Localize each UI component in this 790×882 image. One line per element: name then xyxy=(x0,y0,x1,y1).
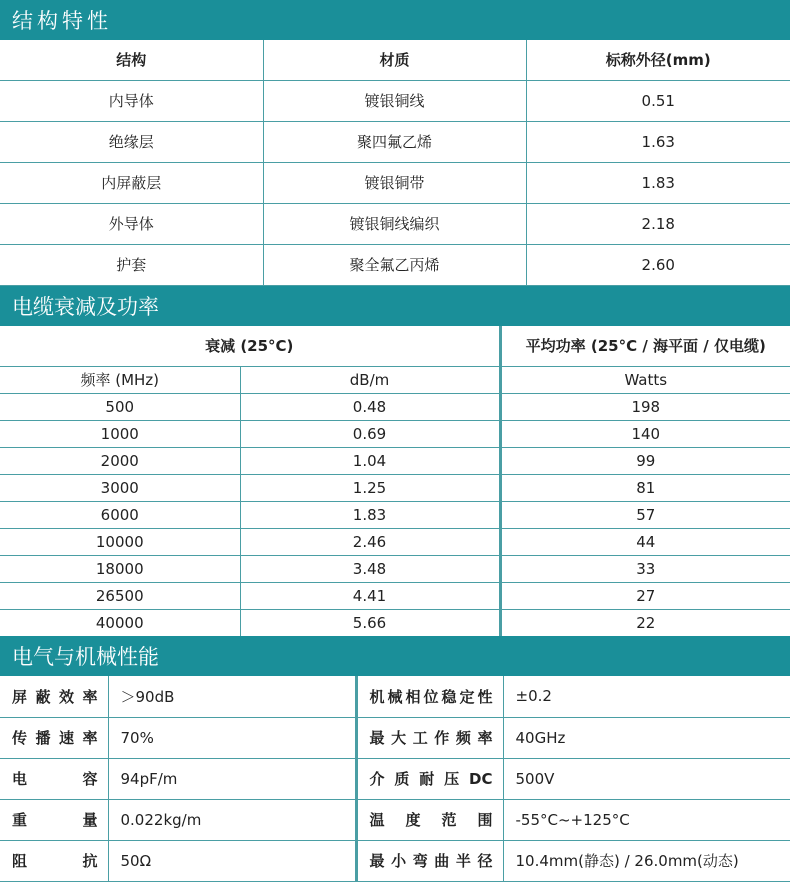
table-cell: 绝缘层 xyxy=(0,121,263,162)
table-cell: 500 xyxy=(0,393,240,420)
table-cell: 22 xyxy=(500,609,790,636)
column-header: 频率 (MHz) xyxy=(0,366,240,393)
table-row xyxy=(0,80,790,121)
column-header: dB/m xyxy=(240,366,500,393)
table-cell: 1.25 xyxy=(240,474,500,501)
property-value: ＞90dB xyxy=(108,676,356,717)
table-cell: 99 xyxy=(500,447,790,474)
section-title: 电缆衰减及功率 xyxy=(12,295,159,319)
table-cell: 镀银铜线编织 xyxy=(263,203,526,244)
table-cell: 26500 xyxy=(0,582,240,609)
property-value: 70% xyxy=(108,717,356,758)
table-cell: 0.69 xyxy=(240,420,500,447)
table-cell: 2.46 xyxy=(240,528,500,555)
property-label: 重量 xyxy=(0,799,108,840)
table-row xyxy=(0,501,790,528)
property-label: 最大工作频率 xyxy=(356,717,503,758)
table-row xyxy=(0,717,790,758)
table-cell: 3000 xyxy=(0,474,240,501)
property-value: 500V xyxy=(503,758,790,799)
table-cell: 5.66 xyxy=(240,609,500,636)
column-header: 材质 xyxy=(263,40,526,80)
table-cell: 81 xyxy=(500,474,790,501)
table-cell: 33 xyxy=(500,555,790,582)
table-cell: 4.41 xyxy=(240,582,500,609)
table-cell: 2.18 xyxy=(526,203,790,244)
sub-header-row xyxy=(0,366,790,393)
table-cell: 0.51 xyxy=(526,80,790,121)
property-label: 传播速率 xyxy=(0,717,108,758)
table-cell: 18000 xyxy=(0,555,240,582)
column-header: 结构 xyxy=(0,40,263,80)
property-value: 10.4mm(静态) / 26.0mm(动态) xyxy=(503,840,790,881)
group-header-power: 平均功率 (25°C / 海平面 / 仅电缆) xyxy=(500,326,790,366)
table-cell: 27 xyxy=(500,582,790,609)
table-cell: 10000 xyxy=(0,528,240,555)
table-row xyxy=(0,676,790,717)
table-cell: 0.48 xyxy=(240,393,500,420)
property-value: 50Ω xyxy=(108,840,356,881)
property-label: 介质耐压DC xyxy=(356,758,503,799)
table-row xyxy=(0,162,790,203)
table-cell: 护套 xyxy=(0,244,263,285)
property-label: 机械相位稳定性 xyxy=(356,676,503,717)
table-cell: 140 xyxy=(500,420,790,447)
group-header-attenuation: 衰减 (25°C) xyxy=(0,326,500,366)
table-row xyxy=(0,447,790,474)
table-row xyxy=(0,799,790,840)
table-row xyxy=(0,420,790,447)
property-label: 温度范围 xyxy=(356,799,503,840)
table-cell: 40000 xyxy=(0,609,240,636)
table-cell: 聚全氟乙丙烯 xyxy=(263,244,526,285)
section-header-structure xyxy=(0,0,790,40)
table-row xyxy=(0,582,790,609)
property-value: 94pF/m xyxy=(108,758,356,799)
table-cell: 内屏蔽层 xyxy=(0,162,263,203)
property-label: 屏蔽效率 xyxy=(0,676,108,717)
table-cell: 镀银铜带 xyxy=(263,162,526,203)
table-cell: 镀银铜线 xyxy=(263,80,526,121)
property-value: 40GHz xyxy=(503,717,790,758)
table-cell: 3.48 xyxy=(240,555,500,582)
table-cell: 198 xyxy=(500,393,790,420)
group-header-row xyxy=(0,326,790,366)
table-cell: 1.83 xyxy=(240,501,500,528)
table-row xyxy=(0,474,790,501)
table-cell: 1.63 xyxy=(526,121,790,162)
property-label: 电容 xyxy=(0,758,108,799)
table-cell: 44 xyxy=(500,528,790,555)
table-cell: 聚四氟乙烯 xyxy=(263,121,526,162)
section-title: 结构特性 xyxy=(12,9,112,33)
attenuation-table xyxy=(0,326,790,637)
column-header: 标称外径(mm) xyxy=(526,40,790,80)
electrical-table xyxy=(0,676,790,882)
table-row xyxy=(0,203,790,244)
table-cell: 1.04 xyxy=(240,447,500,474)
table-row xyxy=(0,609,790,636)
property-label: 阻抗 xyxy=(0,840,108,881)
property-value: ±0.2 xyxy=(503,676,790,717)
structure-table xyxy=(0,40,790,286)
property-value: 0.022kg/m xyxy=(108,799,356,840)
table-cell: 6000 xyxy=(0,501,240,528)
table-row xyxy=(0,121,790,162)
table-cell: 1000 xyxy=(0,420,240,447)
table-row xyxy=(0,393,790,420)
property-label: 最小弯曲半径 xyxy=(356,840,503,881)
property-value: -55°C~+125°C xyxy=(503,799,790,840)
table-cell: 1.83 xyxy=(526,162,790,203)
section-title: 电气与机械性能 xyxy=(12,645,159,669)
table-row xyxy=(0,528,790,555)
table-cell: 2000 xyxy=(0,447,240,474)
table-cell: 2.60 xyxy=(526,244,790,285)
table-cell: 内导体 xyxy=(0,80,263,121)
table-row xyxy=(0,840,790,881)
table-header-row xyxy=(0,40,790,80)
table-row xyxy=(0,555,790,582)
table-cell: 外导体 xyxy=(0,203,263,244)
table-cell: 57 xyxy=(500,501,790,528)
table-row xyxy=(0,244,790,285)
table-row xyxy=(0,758,790,799)
section-header-attenuation xyxy=(0,286,790,326)
section-header-electrical xyxy=(0,636,790,676)
column-header: Watts xyxy=(500,366,790,393)
